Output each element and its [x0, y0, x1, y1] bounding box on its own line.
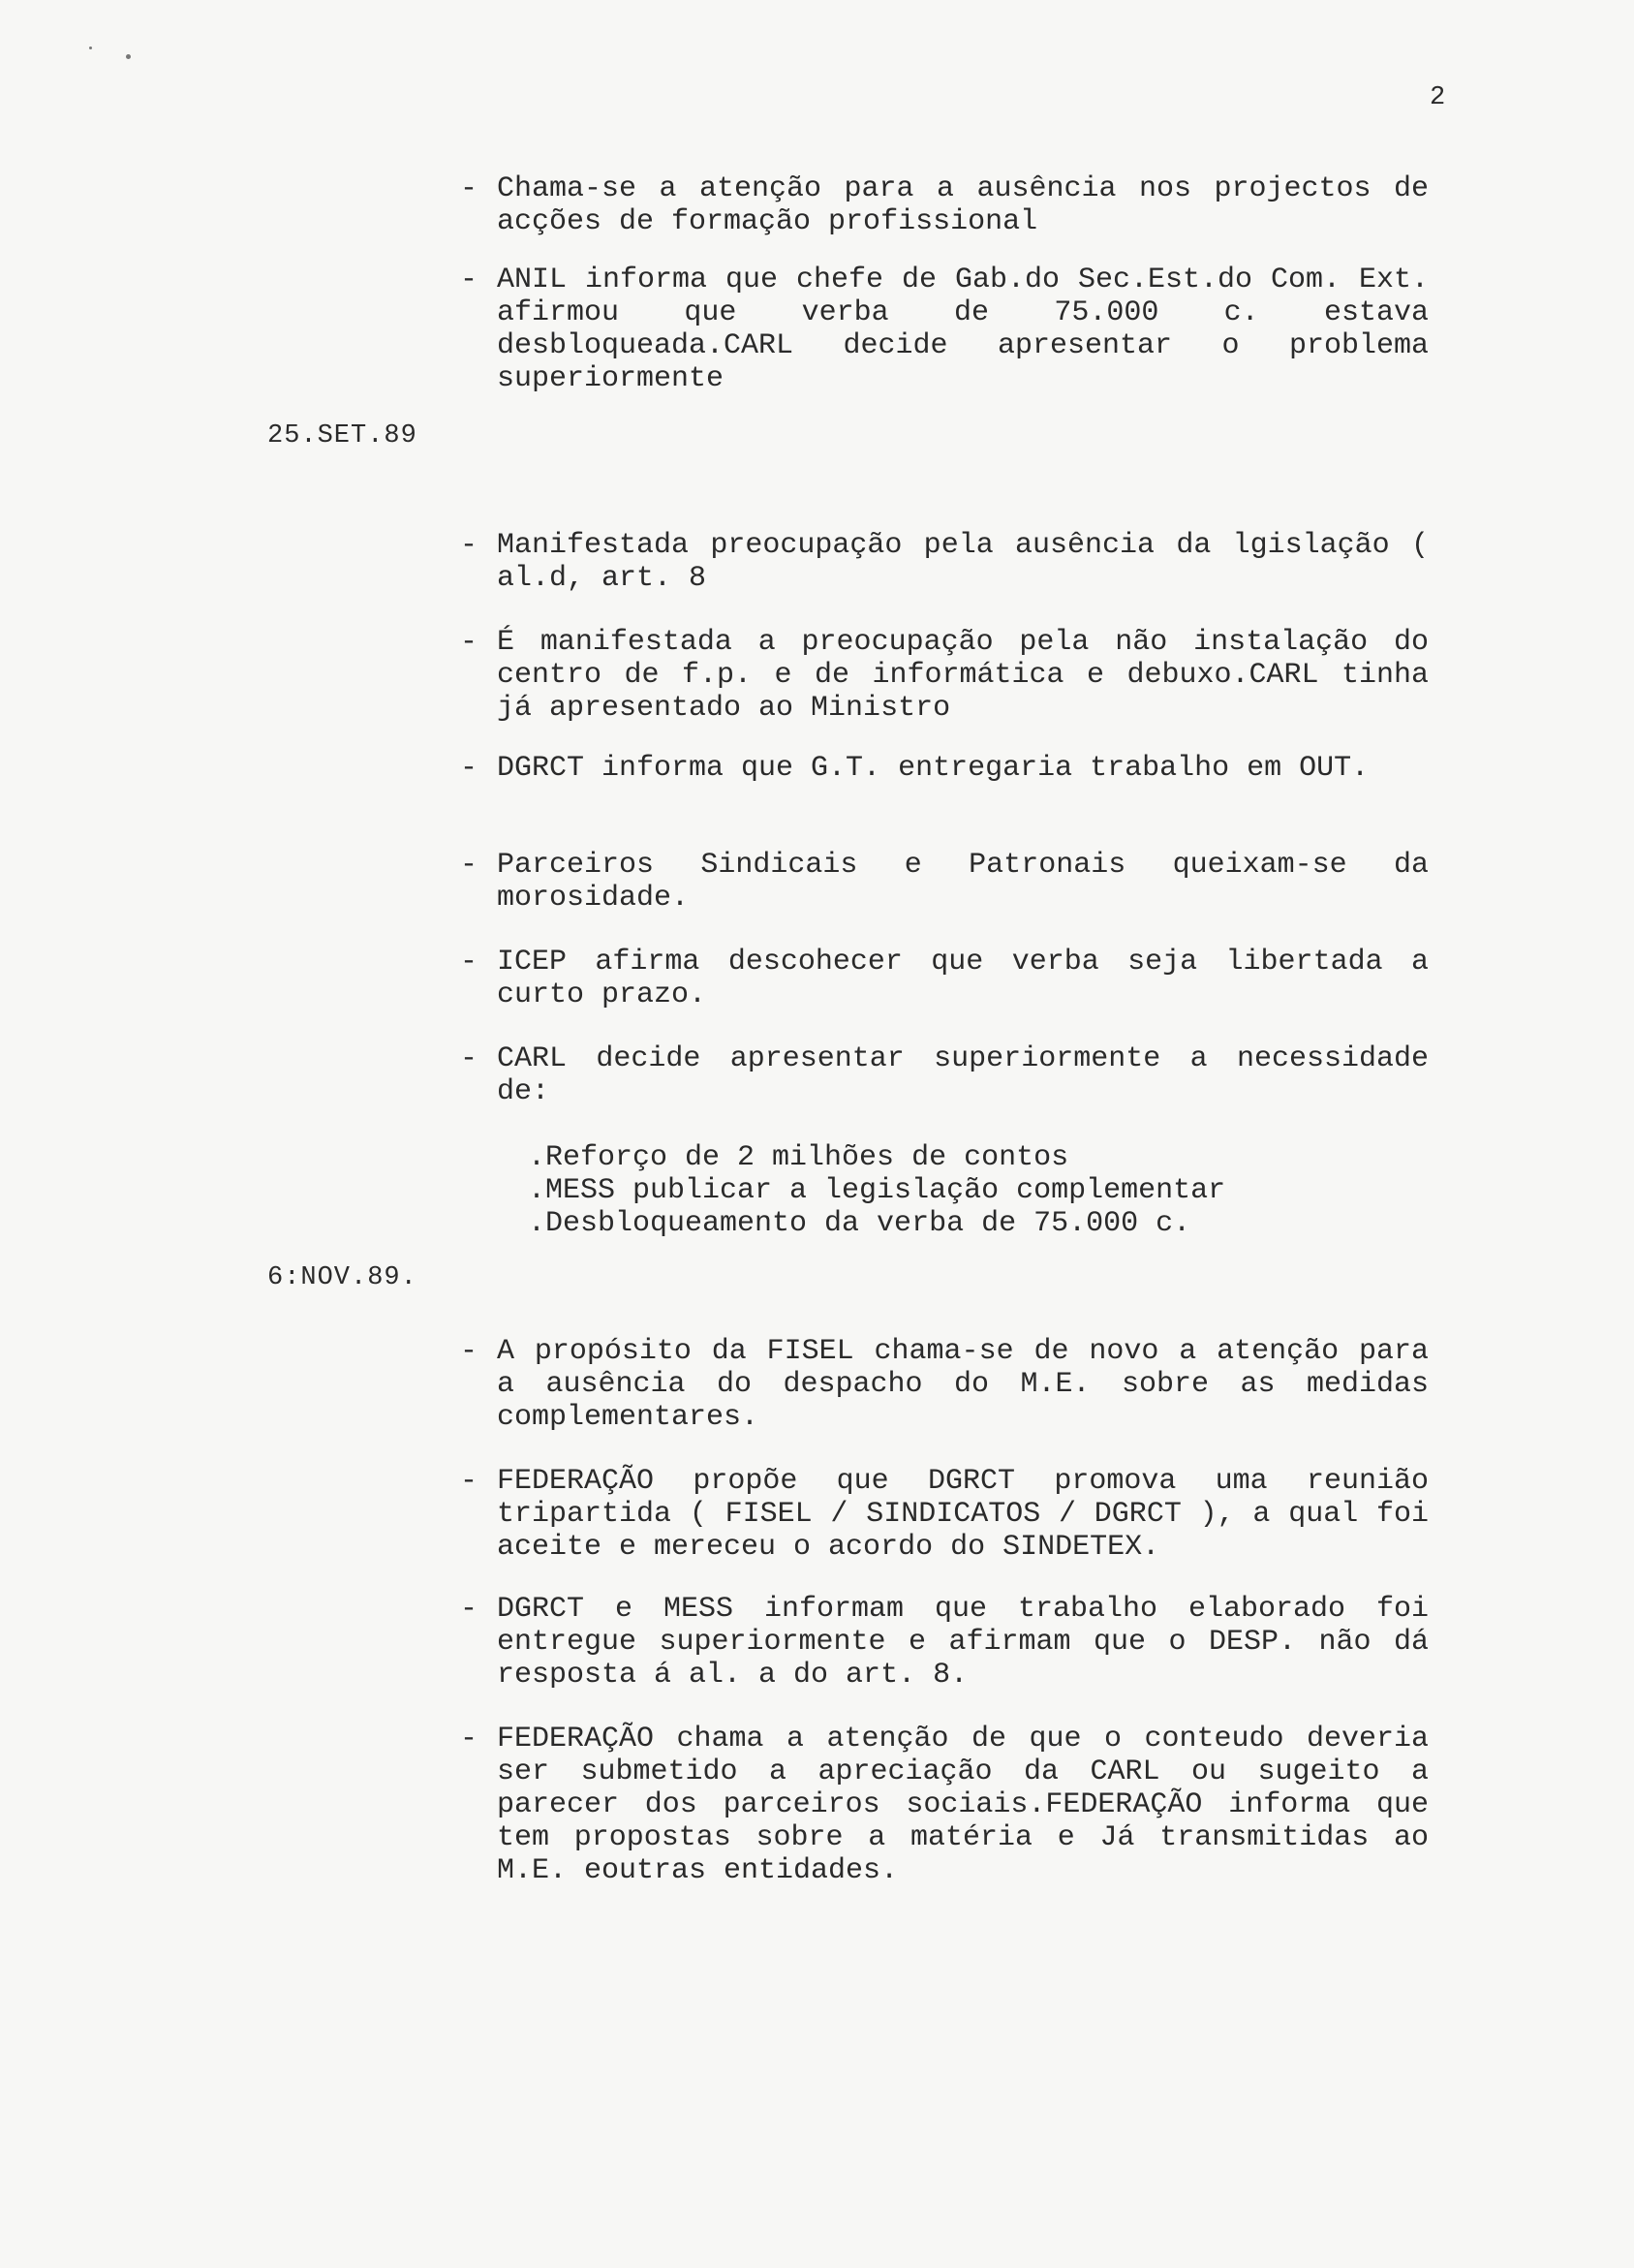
- date-label: 25.SET.89: [267, 421, 417, 450]
- page-number: 2: [1430, 83, 1446, 112]
- sub-list-item: .Reforço de 2 milhões de contos: [528, 1141, 1069, 1174]
- scan-speck: [126, 54, 131, 59]
- list-item: - DGRCT e MESS informam que trabalho elaborado foi entregue superiormente e afirmam que o DESP. não dá resposta á al. a do art. 8.: [460, 1593, 1429, 1692]
- list-item: - É manifestada a preocupação pela não instalação do centro de f.p. e de informática e debuxo.CARL tinha já apresentado ao Ministro: [460, 626, 1429, 725]
- list-item: - Parceiros Sindicais e Patronais queixam-se da morosidade.: [460, 849, 1429, 915]
- list-item: - DGRCT informa que G.T. entregaria trabalho em OUT.: [460, 752, 1370, 785]
- sub-list-item: .MESS publicar a legislação complementar: [528, 1174, 1226, 1207]
- list-item: - Manifestada preocupação pela ausência da lgislação ( al.d, art. 8: [460, 529, 1429, 595]
- sub-list: [528, 1141, 1400, 1240]
- list-item: - Chama-se a atenção para a ausência nos projectos de acções de formação profissional: [460, 172, 1429, 238]
- scan-speck: [89, 47, 92, 49]
- list-item: - ANIL informa que chefe de Gab.do Sec.Est.do Com. Ext. afirmou que verba de 75.000 c. estava desbloqueada.CARL decide apresentar o problema superiormente: [460, 264, 1429, 395]
- list-item: - CARL decide apresentar superiormente a necessidade de:: [460, 1042, 1429, 1108]
- list-item: - FEDERAÇÃO chama a atenção de que o conteudo deveria ser submetido a apreciação da CARL ou sugeito a parecer dos parceiros sociais.FEDERAÇÃO informa que tem propostas sobre a matéria e Já transmitidas ao M.E. eoutras entidades.: [460, 1723, 1429, 1887]
- list-item: - FEDERAÇÃO propõe que DGRCT promova uma reunião tripartida ( FISEL / SINDICATOS / DGRCT ), a qual foi aceite e mereceu o acordo do SINDETEX.: [460, 1465, 1429, 1564]
- sub-list-item: .Desbloqueamento da verba de 75.000 c.: [528, 1207, 1191, 1240]
- list-item: - A propósito da FISEL chama-se de novo a atenção para a ausência do despacho do M.E. sobre as medidas complementares.: [460, 1335, 1429, 1434]
- list-item: - ICEP afirma descohecer que verba seja libertada a curto prazo.: [460, 946, 1429, 1011]
- date-label: 6:NOV.89.: [267, 1263, 417, 1292]
